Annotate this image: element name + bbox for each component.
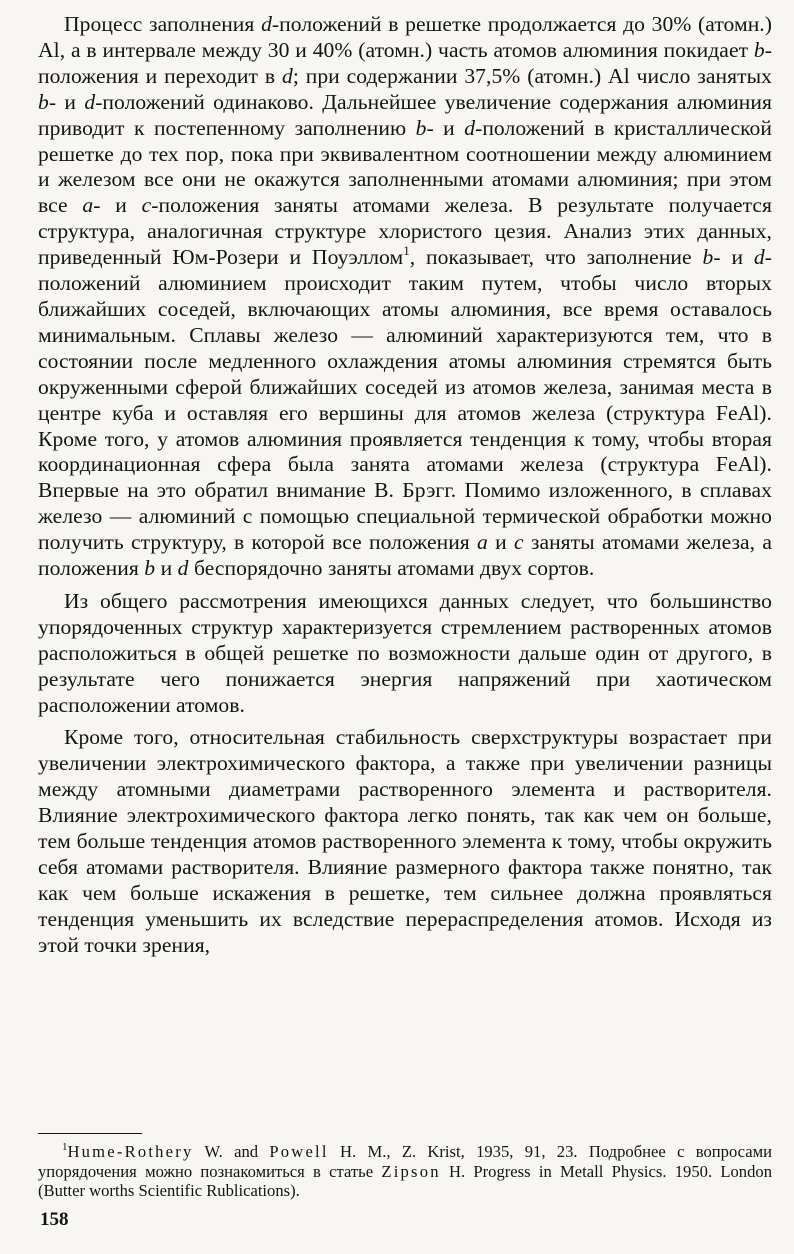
text-run: заняты атомами железа, а положения	[38, 530, 772, 581]
footnote-reference: 1	[403, 243, 410, 259]
text-run: -положений в кристаллической решетке до тех пор, пока при эквивалентном соотношении между алюминием и железом все они не окажутся заполненными атомами алюминия; при этом все	[38, 115, 772, 218]
text-run: и	[487, 530, 514, 555]
italic-variable: d	[177, 556, 189, 581]
footnote-text-1: W. and	[193, 1142, 270, 1161]
text-run: -положения заняты атомами железа. В результате получается структура, аналогичная структуре хлористого цезия. Анализ этих данных, приведенный Юм-Розери и Поуэллом	[38, 193, 773, 270]
italic-variable: c	[141, 193, 152, 218]
text-run: -положений одинаково. Дальнейшее увеличение содержания алюминия приводит к постепенному заполнению	[38, 89, 772, 140]
text-run: Кроме того, относительная стабильность сверхструктуры возрастает при увеличении электрохимического фактора, а также при увеличении разницы между атомными диаметрами растворенного элемента и растворителя. Влияние электрохимического фактора легко понять, так как чем он больше, тем больше тенденция атомов растворенного элемента к тому, чтобы окружить себя атомами растворителя. Влияние размерного фактора также понятно, так как чем больше искажения в решетке, тем сильнее должна проявляться тенденция уменьшить их вследствие перераспределения атомов. Исходя из этой точки зрения,	[38, 725, 772, 957]
text-run: , показывает, что заполнение	[409, 245, 703, 270]
text-run: -положения и переходит в	[38, 37, 772, 88]
footnote-author-3: Zipson	[381, 1161, 441, 1181]
italic-variable: d	[261, 12, 272, 36]
italic-variable: a	[82, 193, 94, 218]
text-run: и	[155, 556, 178, 581]
page-number: 158	[40, 1209, 69, 1230]
italic-variable: b	[753, 37, 765, 62]
italic-variable: d	[464, 115, 476, 140]
text-run: Из общего рассмотрения имеющихся данных следует, что большинство упорядоченных структур характеризуется стремлением растворенных атомов расположиться в общей решетке по возможности дальше один от другого, в результате чего понижается энергия напряжений при хаотическом расположении атомов.	[38, 588, 772, 717]
text-run: Процесс заполнения	[64, 12, 262, 36]
text-run: - и	[93, 193, 142, 218]
text-body	[38, 12, 772, 966]
italic-variable: b	[144, 556, 156, 581]
text-run: - и	[713, 245, 754, 270]
paragraph-3	[38, 725, 772, 958]
paragraph-2	[38, 589, 772, 719]
italic-variable: c	[513, 530, 524, 555]
footnote-author-1: Hume-Rothery	[67, 1142, 194, 1161]
italic-variable: b	[38, 89, 49, 114]
text-run: -положений в решетке продолжается до 30% (атомн.) Al, а в интервале между 30 и 40% (атомн.) часть атомов алюминия покидает	[38, 12, 772, 62]
text-run: -положений алюминием происходит таким путем, чтобы число вторых ближайших соседей, включающих атомы алюминия, все время оставалось минимальным. Сплавы железо — алюминий характеризуются тем, что в состоянии после медленного охлаждения атомы алюминия стремятся быть окруженными сферой ближайших соседей из атомов железа, занимая места в центре куба и оставляя его вершины для атомов железа (структура FeAl). Кроме того, у атомов алюминия проявляется тенденция к тому, чтобы вторая координационная сфера была занята атомами железа (структура FeAl). Впервые на это обратил внимание В. Брэгг. Помимо изложенного, в сплавах железо — алюминий с помощью специальной термической обработки можно получить структуру, в которой все положения	[38, 245, 772, 555]
italic-variable: d	[281, 63, 293, 88]
footnote-text-2: H. M., Z. Krist, 1935, 91, 23. Подробнее с вопросами упорядочения можно познакомиться в статье	[38, 1142, 772, 1181]
footnote-text-3: H. Progress in Metall Physics. 1950. London (Butter worths Scientific Rublications).	[38, 1161, 772, 1201]
footnote-author-2: Powell	[269, 1142, 329, 1161]
footnote	[38, 1142, 772, 1201]
paragraph-1	[38, 12, 772, 582]
italic-variable: d	[84, 89, 96, 114]
italic-variable: b	[702, 245, 714, 270]
italic-variable: d	[753, 245, 765, 270]
footnote-divider	[38, 1133, 142, 1134]
text-run: - и	[48, 89, 85, 114]
italic-variable: b	[415, 115, 427, 140]
text-run: беспорядочно заняты атомами двух сортов.	[188, 556, 595, 581]
italic-variable: a	[477, 530, 488, 555]
footnote-marker: 1	[62, 1141, 68, 1153]
text-run: ; при содержании 37,5% (атомн.) Al число занятых	[292, 63, 772, 88]
text-run: - и	[426, 115, 465, 140]
